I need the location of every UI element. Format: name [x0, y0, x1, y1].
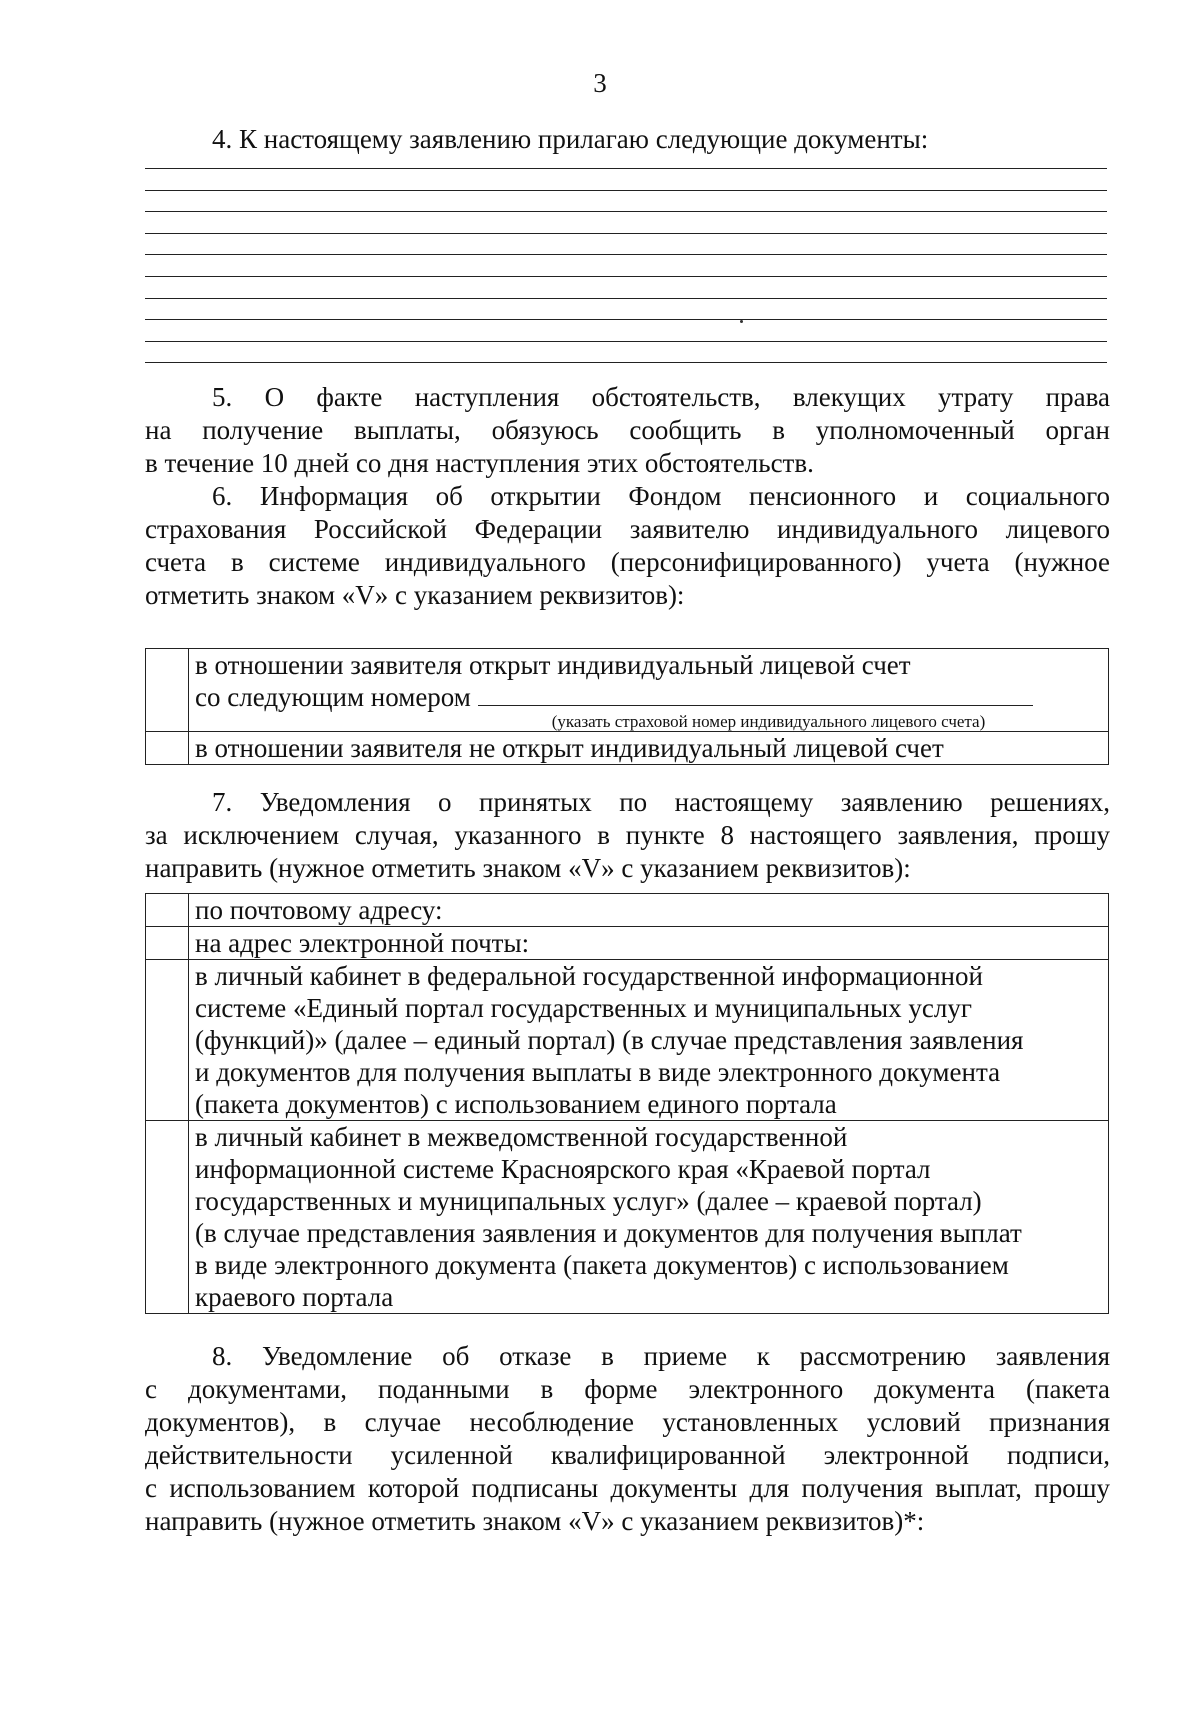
stray-dot — [740, 320, 743, 323]
regional-portal-line: (в случае представления заявления и документов для получения выплат — [195, 1218, 1022, 1248]
personal-account-table — [145, 648, 1109, 765]
blank-line[interactable] — [145, 254, 1107, 255]
checkbox-cell-account-not-opened[interactable] — [146, 732, 189, 765]
section-8-paragraph — [145, 1340, 1110, 1538]
account-not-opened-text: в отношении заявителя не открыт индивидуальный лицевой счет — [189, 732, 1109, 765]
regional-portal-line: краевого портала — [195, 1282, 394, 1312]
account-number-hint: (указать страховой номер индивидуального лицевого счета) — [551, 712, 986, 731]
checkbox-cell-postal-address[interactable] — [146, 894, 189, 927]
section-8-line: с документами, поданными в форме электронного документа (пакета — [145, 1374, 1110, 1404]
blank-line[interactable] — [145, 168, 1107, 169]
section-5-line: 5. О факте наступления обстоятельств, влекущих утрату права — [212, 382, 1110, 412]
blank-line[interactable] — [145, 362, 1107, 363]
regional-portal-cell — [189, 1121, 1109, 1314]
unified-portal-line: (функций)» (далее – единый портал) (в случае представления заявления — [195, 1025, 1024, 1055]
section-6-line: страхования Российской Федерации заявителю индивидуального лицевого — [145, 514, 1110, 544]
blank-line[interactable] — [145, 233, 1107, 234]
postal-address-text: по почтовому адресу: — [189, 894, 1109, 927]
account-number-line — [195, 681, 1102, 713]
account-opened-cell — [189, 649, 1109, 732]
blank-line[interactable] — [145, 211, 1107, 212]
table-row — [146, 960, 1109, 1121]
table-row — [146, 1121, 1109, 1314]
notification-method-table — [145, 893, 1109, 1314]
table-row — [146, 894, 1109, 927]
email-text: на адрес электронной почты: — [189, 927, 1109, 960]
regional-portal-line: информационной системе Красноярского края «Краевой портал — [195, 1154, 931, 1184]
blank-line[interactable] — [145, 276, 1107, 277]
section-6-line: 6. Информация об открытии Фондом пенсионного и социального — [212, 481, 1110, 511]
section-5-line: на получение выплаты, обязуюсь сообщить в уполномоченный орган — [145, 415, 1110, 445]
unified-portal-line: (пакета документов) с использованием единого портала — [195, 1089, 837, 1119]
blank-line[interactable] — [145, 190, 1107, 191]
unified-portal-line: в личный кабинет в федеральной государственной информационной — [195, 961, 983, 991]
regional-portal-line: в личный кабинет в межведомственной государственной — [195, 1122, 848, 1152]
section-6-paragraph — [145, 480, 1110, 612]
section-7-line: направить (нужное отметить знаком «V» с указанием реквизитов): — [145, 853, 911, 883]
unified-portal-cell — [189, 960, 1109, 1121]
regional-portal-line: в виде электронного документа (пакета документов) с использованием — [195, 1250, 1009, 1280]
blank-line[interactable] — [145, 341, 1107, 342]
account-number-label: со следующим номером — [195, 682, 471, 712]
checkbox-cell-unified-portal[interactable] — [146, 960, 189, 1121]
section-6-line: отметить знаком «V» с указанием реквизитов): — [145, 580, 685, 610]
page-number: 3 — [593, 68, 607, 98]
table-row — [146, 732, 1109, 765]
checkbox-cell-account-opened[interactable] — [146, 649, 189, 732]
section-4-heading: 4. К настоящему заявлению прилагаю следующие документы: — [212, 124, 929, 154]
table-row — [146, 927, 1109, 960]
section-5-line: в течение 10 дней со дня наступления этих обстоятельств. — [145, 448, 814, 478]
blank-line[interactable] — [145, 298, 1107, 299]
account-number-field[interactable] — [478, 681, 1033, 706]
section-8-line: направить (нужное отметить знаком «V» с указанием реквизитов)*: — [145, 1506, 925, 1536]
section-6-line: счета в системе индивидуального (персонифицированного) учета (нужное — [145, 547, 1110, 577]
unified-portal-line: и документов для получения выплаты в виде электронного документа — [195, 1057, 1001, 1087]
unified-portal-line: системе «Единый портал государственных и муниципальных услуг — [195, 993, 972, 1023]
table-row — [146, 649, 1109, 732]
section-8-line: 8. Уведомление об отказе в приеме к рассмотрению заявления — [212, 1341, 1110, 1371]
checkbox-cell-regional-portal[interactable] — [146, 1121, 189, 1314]
section-7-line: за исключением случая, указанного в пункте 8 настоящего заявления, прошу — [145, 820, 1110, 850]
section-8-line: действительности усиленной квалифицированной электронной подписи, — [145, 1440, 1110, 1470]
section-8-line: документов), в случае несоблюдение установленных условий признания — [145, 1407, 1110, 1437]
checkbox-cell-email[interactable] — [146, 927, 189, 960]
regional-portal-line: государственных и муниципальных услуг» (далее – краевой портал) — [195, 1186, 982, 1216]
blank-line[interactable] — [145, 319, 1107, 320]
section-7-paragraph — [145, 786, 1110, 885]
section-8-line: с использованием которой подписаны документы для получения выплат, прошу — [145, 1473, 1110, 1503]
account-opened-text: в отношении заявителя открыт индивидуальный лицевой счет — [195, 650, 911, 680]
section-7-line: 7. Уведомления о принятых по настоящему заявлению решениях, — [212, 787, 1110, 817]
section-5-paragraph — [145, 381, 1110, 480]
